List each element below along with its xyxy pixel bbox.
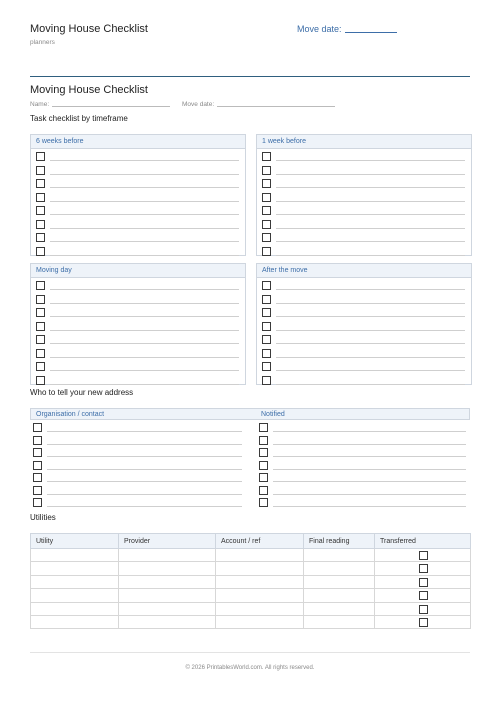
checklist-row (257, 203, 471, 217)
panel-moving-day (30, 263, 246, 385)
checkbox[interactable] (36, 335, 45, 344)
checkbox[interactable] (262, 193, 271, 202)
write-line[interactable] (50, 343, 239, 344)
checkbox[interactable] (419, 605, 428, 614)
panel-after-the-move (256, 263, 472, 385)
checklist-row (31, 149, 245, 163)
checklist-row (257, 176, 471, 190)
utilities-col-transferred: Transferred (375, 534, 471, 549)
table-cell[interactable] (119, 562, 216, 575)
checkbox[interactable] (262, 322, 271, 331)
write-line[interactable] (50, 289, 239, 290)
utilities-col-utility: Utility (31, 534, 119, 549)
address-row (256, 484, 470, 497)
write-line[interactable] (276, 241, 465, 242)
panel-6-weeks-before (30, 134, 246, 256)
checklist-row (31, 278, 245, 292)
table-cell[interactable] (31, 562, 119, 575)
checklist-row (257, 149, 471, 163)
checklist-row (31, 373, 245, 387)
table-cell[interactable] (304, 589, 375, 602)
address-col-organisation: Organisation / contact (36, 411, 105, 418)
footer-copyright: © 2026 PrintablesWorld.com. All rights reserved. (185, 665, 315, 671)
write-line[interactable] (273, 444, 466, 445)
checkbox[interactable] (262, 376, 271, 385)
checkbox[interactable] (36, 295, 45, 304)
move-date-field (182, 100, 335, 108)
write-line[interactable] (50, 255, 239, 256)
checkbox[interactable] (419, 564, 428, 573)
checkbox[interactable] (262, 206, 271, 215)
write-line[interactable] (50, 357, 239, 358)
write-line[interactable] (47, 469, 242, 470)
checklist-row (31, 332, 245, 346)
address-col-notified: Notified (261, 411, 285, 418)
write-line[interactable] (276, 228, 465, 229)
address-row (30, 496, 244, 509)
checkbox[interactable] (262, 308, 271, 317)
checkbox[interactable] (33, 486, 42, 495)
table-cell (375, 589, 471, 602)
write-line[interactable] (276, 343, 465, 344)
name-label: Name: (30, 101, 50, 108)
checkbox[interactable] (262, 349, 271, 358)
checkbox[interactable] (36, 220, 45, 229)
table-cell[interactable] (119, 549, 216, 562)
checkbox[interactable] (259, 498, 268, 507)
checklist-row (31, 319, 245, 333)
table-cell[interactable] (119, 615, 216, 628)
write-line[interactable] (276, 201, 465, 202)
checkbox[interactable] (259, 436, 268, 445)
address-row (256, 421, 470, 434)
address-list-left (30, 421, 244, 509)
checkbox[interactable] (36, 376, 45, 385)
table-cell (375, 602, 471, 615)
checkbox[interactable] (33, 473, 42, 482)
address-row (256, 459, 470, 472)
section-title-timeframe: Task checklist by timeframe (30, 114, 128, 123)
checkbox[interactable] (33, 498, 42, 507)
checklist (257, 278, 471, 386)
checklist-row (31, 346, 245, 360)
header-move-date-label: Move date: (297, 24, 342, 34)
table-cell[interactable] (119, 589, 216, 602)
table-cell[interactable] (216, 575, 304, 588)
checklist-row (31, 203, 245, 217)
write-line[interactable] (276, 316, 465, 317)
panel-header: 6 weeks before (31, 135, 245, 149)
name-input-line[interactable] (52, 100, 170, 107)
checkbox[interactable] (262, 166, 271, 175)
checkbox[interactable] (36, 322, 45, 331)
checkbox[interactable] (36, 281, 45, 290)
table-cell[interactable] (216, 549, 304, 562)
header-move-date-field[interactable] (345, 24, 397, 33)
checkbox[interactable] (262, 362, 271, 371)
utilities-col-provider: Provider (119, 534, 216, 549)
checklist (31, 278, 245, 386)
table-cell[interactable] (304, 549, 375, 562)
table-cell[interactable] (31, 575, 119, 588)
page-header-subtitle: planners (30, 39, 55, 46)
table-row (31, 549, 471, 562)
table-cell[interactable] (216, 562, 304, 575)
write-line[interactable] (50, 214, 239, 215)
write-line[interactable] (50, 330, 239, 331)
write-line[interactable] (276, 214, 465, 215)
address-row (30, 471, 244, 484)
write-line[interactable] (47, 431, 242, 432)
write-line[interactable] (276, 384, 465, 385)
address-row (30, 459, 244, 472)
checkbox[interactable] (262, 247, 271, 256)
checklist (31, 149, 245, 257)
section-title-address: Who to tell your new address (30, 388, 134, 397)
table-cell[interactable] (216, 615, 304, 628)
checklist-row (31, 359, 245, 373)
checkbox[interactable] (36, 152, 45, 161)
checklist-row (257, 305, 471, 319)
checkbox[interactable] (259, 486, 268, 495)
write-line[interactable] (273, 494, 466, 495)
utilities-col-account: Account / ref (216, 534, 304, 549)
checkbox[interactable] (36, 233, 45, 242)
checkbox[interactable] (36, 349, 45, 358)
write-line[interactable] (276, 303, 465, 304)
table-cell (375, 562, 471, 575)
checklist (257, 149, 471, 257)
document-title: Moving House Checklist (30, 84, 148, 96)
checkbox[interactable] (33, 461, 42, 470)
checkbox[interactable] (419, 551, 428, 560)
checklist-row (257, 163, 471, 177)
checklist-row (257, 190, 471, 204)
write-line[interactable] (50, 303, 239, 304)
checkbox[interactable] (36, 247, 45, 256)
checklist-row (31, 244, 245, 258)
checkbox[interactable] (33, 448, 42, 457)
checkbox[interactable] (259, 423, 268, 432)
utilities-col-final-reading: Final reading (304, 534, 375, 549)
panel-header: Moving day (31, 264, 245, 278)
checkbox[interactable] (419, 618, 428, 627)
checkbox[interactable] (36, 308, 45, 317)
table-cell[interactable] (304, 562, 375, 575)
table-cell[interactable] (304, 575, 375, 588)
write-line[interactable] (50, 241, 239, 242)
checklist-row (257, 217, 471, 231)
checklist-row (257, 332, 471, 346)
table-cell[interactable] (304, 615, 375, 628)
address-table-header (30, 408, 470, 420)
write-line[interactable] (273, 481, 466, 482)
write-line[interactable] (276, 370, 465, 371)
address-list-right (256, 421, 470, 509)
checkbox[interactable] (36, 206, 45, 215)
write-line[interactable] (50, 160, 239, 161)
checklist-row (257, 278, 471, 292)
table-row (31, 602, 471, 615)
checklist-row (31, 163, 245, 177)
header-divider (30, 76, 470, 77)
write-line[interactable] (50, 228, 239, 229)
write-line[interactable] (47, 506, 242, 507)
checkbox[interactable] (262, 152, 271, 161)
table-cell (375, 575, 471, 588)
utilities-table (30, 533, 471, 629)
table-cell[interactable] (31, 615, 119, 628)
write-line[interactable] (50, 201, 239, 202)
write-line[interactable] (276, 187, 465, 188)
panel-1-week-before (256, 134, 472, 256)
write-line[interactable] (276, 289, 465, 290)
checklist-row (257, 292, 471, 306)
checklist-row (31, 217, 245, 231)
table-cell (375, 615, 471, 628)
checkbox[interactable] (259, 461, 268, 470)
name-field (30, 100, 170, 108)
footer-divider (30, 652, 470, 653)
panel-header: 1 week before (257, 135, 471, 149)
checkbox[interactable] (36, 193, 45, 202)
write-line[interactable] (47, 456, 242, 457)
checklist-row (257, 244, 471, 258)
checklist-row (31, 292, 245, 306)
write-line[interactable] (50, 384, 239, 385)
checkbox[interactable] (259, 448, 268, 457)
table-cell[interactable] (119, 602, 216, 615)
write-line[interactable] (273, 431, 466, 432)
checklist-row (257, 319, 471, 333)
write-line[interactable] (276, 255, 465, 256)
checkbox[interactable] (419, 578, 428, 587)
write-line[interactable] (50, 316, 239, 317)
checklist-row (257, 346, 471, 360)
table-cell[interactable] (304, 602, 375, 615)
table-row (31, 589, 471, 602)
write-line[interactable] (273, 456, 466, 457)
table-row (31, 615, 471, 628)
address-row (256, 446, 470, 459)
checklist-row (31, 230, 245, 244)
address-row (30, 421, 244, 434)
checkbox[interactable] (36, 179, 45, 188)
checklist-row (257, 230, 471, 244)
checkbox[interactable] (33, 423, 42, 432)
write-line[interactable] (273, 506, 466, 507)
checkbox[interactable] (36, 166, 45, 175)
checklist-row (31, 176, 245, 190)
write-line[interactable] (276, 160, 465, 161)
checkbox[interactable] (262, 335, 271, 344)
header-move-date (297, 24, 397, 34)
utilities-header-row (31, 534, 471, 549)
page-header-title: Moving House Checklist (30, 23, 148, 35)
checkbox[interactable] (33, 436, 42, 445)
move-date-label: Move date: (182, 101, 215, 108)
move-date-input-line[interactable] (217, 100, 335, 107)
write-line[interactable] (47, 494, 242, 495)
write-line[interactable] (276, 330, 465, 331)
write-line[interactable] (276, 174, 465, 175)
write-line[interactable] (273, 469, 466, 470)
address-row (30, 446, 244, 459)
checklist-row (257, 359, 471, 373)
write-line[interactable] (276, 357, 465, 358)
checkbox[interactable] (262, 220, 271, 229)
write-line[interactable] (47, 481, 242, 482)
address-row (256, 471, 470, 484)
checkbox[interactable] (262, 233, 271, 242)
table-row (31, 575, 471, 588)
checklist-row (257, 373, 471, 387)
table-cell (375, 549, 471, 562)
table-cell[interactable] (31, 602, 119, 615)
checkbox[interactable] (419, 591, 428, 600)
panel-header: After the move (257, 264, 471, 278)
checkbox[interactable] (259, 473, 268, 482)
checkbox[interactable] (262, 281, 271, 290)
table-cell[interactable] (119, 575, 216, 588)
checklist-row (31, 190, 245, 204)
table-cell[interactable] (31, 549, 119, 562)
table-row (31, 562, 471, 575)
address-row (256, 496, 470, 509)
checklist-row (31, 305, 245, 319)
write-line[interactable] (47, 444, 242, 445)
checkbox[interactable] (36, 362, 45, 371)
write-line[interactable] (50, 174, 239, 175)
address-row (30, 484, 244, 497)
table-cell[interactable] (31, 589, 119, 602)
checkbox[interactable] (262, 179, 271, 188)
write-line[interactable] (50, 187, 239, 188)
address-row (256, 434, 470, 447)
table-cell[interactable] (216, 602, 304, 615)
section-title-utilities: Utilities (30, 513, 56, 522)
write-line[interactable] (50, 370, 239, 371)
table-cell[interactable] (216, 589, 304, 602)
address-row (30, 434, 244, 447)
checkbox[interactable] (262, 295, 271, 304)
